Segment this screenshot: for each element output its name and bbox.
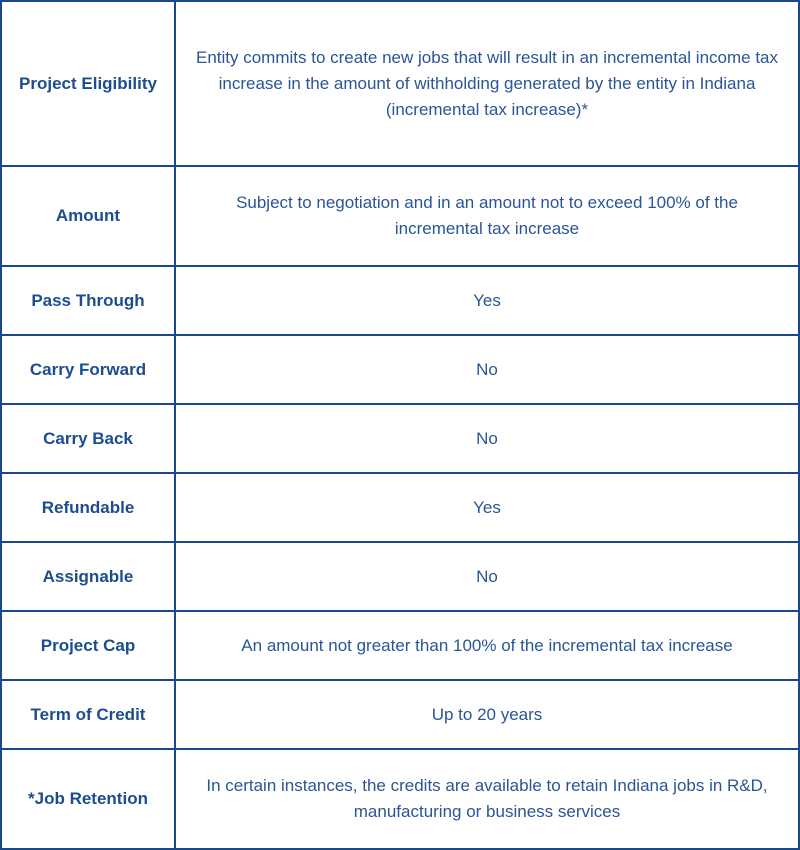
row-label: Amount	[2, 167, 176, 265]
row-label: Assignable	[2, 543, 176, 610]
row-value: Entity commits to create new jobs that will result in an incremental income tax increase in the amount of withholding generated by the entity in Indiana (incremental tax increase)*	[195, 47, 779, 119]
table-row-refundable	[2, 472, 798, 541]
row-label: Project Eligibility	[2, 2, 176, 165]
row-label: *Job Retention	[2, 750, 176, 848]
row-label: Carry Forward	[2, 336, 176, 403]
table-row-carry-forward	[2, 334, 798, 403]
row-label: Carry Back	[2, 405, 176, 472]
row-label: Pass Through	[2, 267, 176, 334]
row-value: No	[476, 359, 498, 379]
row-value: No	[476, 566, 498, 586]
table-row-pass-through	[2, 265, 798, 334]
table-row-project-eligibility	[2, 2, 798, 165]
table-row-amount	[2, 165, 798, 265]
row-value: Up to 20 years	[431, 704, 543, 724]
row-value: An amount not greater than 100% of the incremental tax increase	[241, 635, 733, 655]
table-row-project-cap	[2, 610, 798, 679]
row-value: No	[476, 428, 498, 448]
table-row-carry-back	[2, 403, 798, 472]
table-row-assignable	[2, 541, 798, 610]
row-label: Term of Credit	[2, 681, 176, 748]
row-value: Subject to negotiation and in an amount not to exceed 100% of the incremental tax increase	[236, 193, 738, 238]
row-value: In certain instances, the credits are available to retain Indiana jobs in R&D, manufacturing or business services	[206, 776, 768, 821]
row-value: Yes	[473, 290, 501, 310]
table-row-job-retention	[2, 748, 798, 848]
row-value: Yes	[473, 497, 501, 517]
table-row-term-of-credit	[2, 679, 798, 748]
row-label: Refundable	[2, 474, 176, 541]
row-label: Project Cap	[2, 612, 176, 679]
